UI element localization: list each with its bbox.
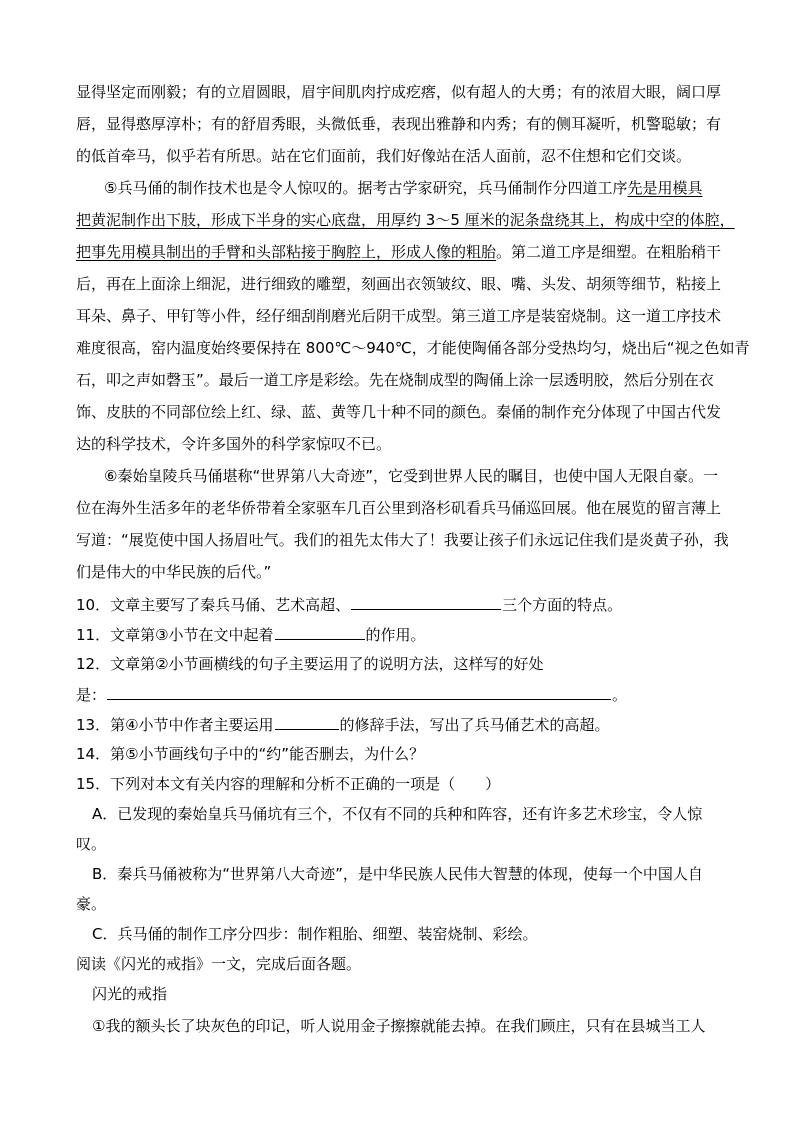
- question-text: 10．文章主要写了秦兵马俑、艺术高超、: [76, 596, 351, 614]
- paragraph-5-line-2: [76, 209, 735, 231]
- question-15: 15．下列对本文有关内容的理解和分析不正确的一项是（ ）: [76, 775, 501, 793]
- question-text: 的作用。: [365, 626, 426, 644]
- paragraph-5-line-3: [76, 241, 720, 263]
- reading-instruction: 阅读《闪光的戒指》一文，完成后面各题。: [76, 955, 362, 973]
- passage-line: ⑥秦始皇陵兵马俑堪称“世界第八大奇迹”，它受到世界人民的瞩目，也使中国人无限自豪。一: [104, 467, 718, 485]
- option-b-continued: 豪。: [76, 895, 107, 913]
- question-text: 是：: [76, 686, 107, 704]
- passage-line: 难度很高，窑内温度始终要保持在 800℃～940℃，才能使陶俑各部分受热均匀，烧出后“视之色如青: [76, 339, 750, 357]
- passage-line: 写道：“展览使中国人扬眉吐气。我们的祖先太伟大了！我要让孩子们永远记住我们是炎黄子孙，我: [76, 531, 729, 549]
- question-11: [76, 623, 720, 646]
- passage-line: 饰、皮肤的不同部位绘上红、绿、蓝、黄等几十种不同的颜色。秦俑的制作充分体现了中国古代发: [76, 403, 722, 421]
- passage-line: 耳朵、鼻子、甲钉等小件，经仔细刮削磨光后阴干成型。第三道工序是装窑烧制。这一道工序技术: [76, 307, 722, 325]
- question-12: 12．文章第②小节画横线的句子主要运用了的说明方法，这样写的好处: [76, 655, 544, 673]
- passage-line: 的低首牵马，似乎若有所思。站在它们面前，我们好像站在活人面前，忍不住想和它们交谈。: [76, 147, 692, 165]
- question-text: 11．文章第③小节在文中起着: [76, 626, 274, 644]
- passage-line: 达的科学技术，令许多国外的科学家惊叹不已。: [76, 435, 392, 453]
- passage-line: 唇，显得憨厚淳朴；有的舒眉秀眼，头微低垂，表现出雅静和内秀；有的侧耳凝听，机警聪敏；有: [76, 115, 722, 133]
- answer-blank[interactable]: [275, 713, 339, 730]
- question-text: 。: [612, 686, 628, 704]
- underlined-sentence: 先是用模具: [627, 179, 703, 197]
- article-title: 闪光的戒指: [92, 985, 168, 1003]
- question-text: 三个方面的特点。: [502, 596, 623, 614]
- answer-blank[interactable]: [351, 593, 501, 610]
- question-12-answer-line: [76, 683, 720, 706]
- answer-blank[interactable]: [275, 623, 365, 640]
- paragraph-text: ⑤兵马俑的制作技术也是令人惊叹的。据考古学家研究，兵马俑制作分四道工序: [104, 179, 628, 197]
- paragraph-5-line-1: [104, 177, 720, 199]
- underlined-sentence: 把黄泥制作出下肢，形成下半身的实心底盘，用厚约 3～5 厘米的泥条盘绕其上，构成中空的体腔，: [76, 211, 735, 229]
- option-a[interactable]: A．已发现的秦始皇兵马俑坑有三个，不仅有不同的兵种和阵容，还有许多艺术珍宝，令人惊: [92, 805, 703, 823]
- passage-line: 石，叩之声如磬玉”。最后一道工序是彩绘。先在烧制成型的陶俑上涂一层透明胶，然后分别在衣: [76, 371, 714, 389]
- question-13: [76, 713, 720, 736]
- question-14: 14．第⑤小节画线句子中的“约”能否删去，为什么？: [76, 745, 425, 763]
- option-b[interactable]: B．秦兵马俑被称为“世界第八大奇迹”，是中华民族人民伟大智慧的体现，使每一个中国人自: [92, 865, 703, 883]
- question-text: 的修辞手法，写出了兵马俑艺术的高超。: [339, 716, 610, 734]
- passage-line: 位在海外生活多年的老华侨带着全家驱车几百公里到洛杉矶看兵马俑巡回展。他在展览的留言薄上: [76, 499, 722, 517]
- underlined-sentence: 把事先用模具制出的手臂和头部粘接于胸腔上，形成人像的粗胎: [76, 243, 497, 261]
- article-paragraph-1: ①我的额头长了块灰色的印记，听人说用金子擦擦就能去掉。在我们顾庄，只有在县城当工人: [92, 1017, 706, 1035]
- option-a-continued: 叹。: [76, 835, 107, 853]
- paragraph-text: 。第二道工序是细塑。在粗胎稍干: [496, 243, 722, 261]
- question-10: [76, 593, 720, 616]
- option-c[interactable]: C．兵马俑的制作工序分四步：制作粗胎、细塑、装窑烧制、彩绘。: [92, 925, 538, 943]
- answer-blank[interactable]: [107, 683, 611, 700]
- passage-line: 后，再在上面涂上细泥，进行细致的雕塑，刻画出衣领皱纹、眼、嘴、头发、胡须等细节，粘接上: [76, 275, 722, 293]
- question-text: 13．第④小节中作者主要运用: [76, 716, 274, 734]
- passage-line: 显得坚定而刚毅；有的立眉圆眼，眉宇间肌肉拧成疙瘩，似有超人的大勇；有的浓眉大眼，阔口厚: [76, 83, 722, 101]
- passage-line: 们是伟大的中华民族的后代。”: [76, 563, 272, 581]
